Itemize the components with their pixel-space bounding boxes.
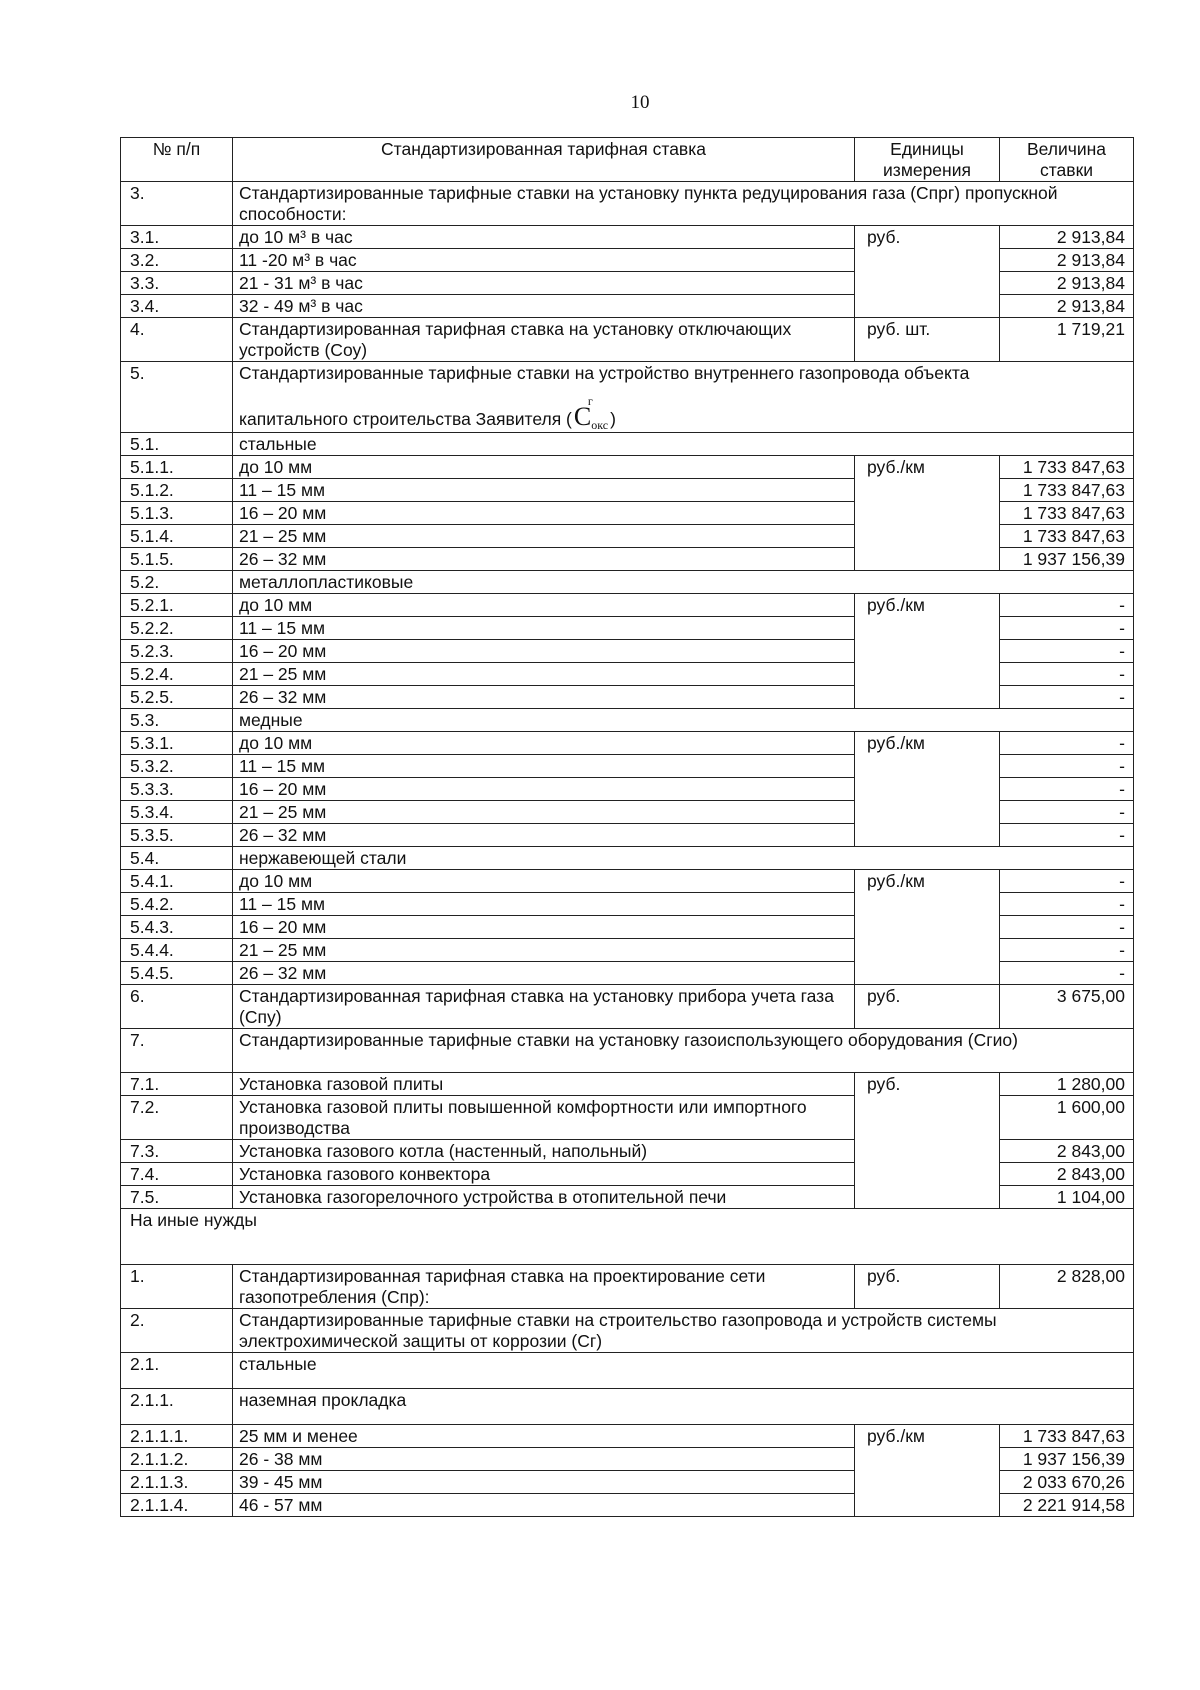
row-unit: руб./км xyxy=(855,1425,1000,1517)
row-num: 5.3.3. xyxy=(121,778,233,801)
row-name-part: ) xyxy=(610,408,616,429)
row-name: 11 – 15 мм xyxy=(233,755,855,778)
row-num: 1. xyxy=(121,1265,233,1309)
row-value: - xyxy=(1000,801,1134,824)
row-num: 5.2.1. xyxy=(121,594,233,617)
row-name: Стандартизированная тарифная ставка на установку отключающих устройств (Соу) xyxy=(233,318,855,362)
table-row xyxy=(121,1389,1134,1425)
header-num: № п/п xyxy=(121,138,233,182)
row-value: 1 733 847,63 xyxy=(1000,502,1134,525)
row-num: 7.4. xyxy=(121,1163,233,1186)
table-row xyxy=(121,1353,1134,1389)
row-name: 21 – 25 мм xyxy=(233,939,855,962)
row-value: 1 733 847,63 xyxy=(1000,1425,1134,1448)
row-num: 5.3.5. xyxy=(121,824,233,847)
row-num: 7.3. xyxy=(121,1140,233,1163)
row-name: 16 – 20 мм xyxy=(233,502,855,525)
section-row xyxy=(121,1209,1134,1265)
row-name: 26 – 32 мм xyxy=(233,824,855,847)
row-value: - xyxy=(1000,893,1134,916)
row-name: до 10 мм xyxy=(233,594,855,617)
row-value: 2 913,84 xyxy=(1000,295,1134,318)
row-name: Установка газового котла (настенный, напольный) xyxy=(233,1140,855,1163)
row-num: 5.1.3. xyxy=(121,502,233,525)
row-name: 26 – 32 мм xyxy=(233,686,855,709)
row-value: - xyxy=(1000,594,1134,617)
header-name: Стандартизированная тарифная ставка xyxy=(233,138,855,182)
tariff-table xyxy=(120,137,1134,1517)
row-name-part: капитального строительства Заявителя ( xyxy=(239,408,572,429)
row-value: - xyxy=(1000,824,1134,847)
header-value: Величина ставки xyxy=(1000,138,1134,182)
row-unit: руб./км xyxy=(855,456,1000,571)
row-unit: руб./км xyxy=(855,732,1000,847)
row-num: 3. xyxy=(121,182,233,226)
row-unit: руб./км xyxy=(855,870,1000,985)
row-name: 21 – 25 мм xyxy=(233,663,855,686)
row-name-line-2 xyxy=(239,384,1127,433)
row-num: 5.2. xyxy=(121,571,233,594)
row-name: Установка газовой плиты повышенной комфортности или импортного производства xyxy=(233,1096,855,1140)
row-value: 2 843,00 xyxy=(1000,1140,1134,1163)
row-name: 26 – 32 мм xyxy=(233,548,855,571)
formula-c-oks: C г $_{окс}$ xyxy=(573,393,609,432)
row-num: 5.1.4. xyxy=(121,525,233,548)
row-name: Установка газовой плиты xyxy=(233,1073,855,1096)
row-name: стальные xyxy=(233,1353,1134,1389)
row-value: 2 913,84 xyxy=(1000,226,1134,249)
row-value: - xyxy=(1000,663,1134,686)
row-name: 32 - 49 м³ в час xyxy=(233,295,855,318)
table-row xyxy=(121,571,1134,594)
row-value: - xyxy=(1000,755,1134,778)
row-name: 11 -20 м³ в час xyxy=(233,249,855,272)
row-unit: руб./км xyxy=(855,594,1000,709)
row-num: 5.2.5. xyxy=(121,686,233,709)
row-value: 1 104,00 xyxy=(1000,1186,1134,1209)
row-value: 1 733 847,63 xyxy=(1000,525,1134,548)
row-name: Установка газогорелочного устройства в отопительной печи xyxy=(233,1186,855,1209)
row-num: 3.4. xyxy=(121,295,233,318)
row-num: 7.1. xyxy=(121,1073,233,1096)
table-row xyxy=(121,226,1134,249)
row-value: 3 675,00 xyxy=(1000,985,1134,1029)
table-row xyxy=(121,1425,1134,1448)
row-unit: руб. xyxy=(855,1073,1000,1209)
row-num: 5.1.5. xyxy=(121,548,233,571)
row-name: 26 - 38 мм xyxy=(233,1448,855,1471)
row-name: 11 – 15 мм xyxy=(233,617,855,640)
row-value: 2 828,00 xyxy=(1000,1265,1134,1309)
table-row xyxy=(121,1309,1134,1353)
row-value: - xyxy=(1000,617,1134,640)
row-value: - xyxy=(1000,962,1134,985)
section-title: На иные нужды xyxy=(121,1209,1134,1265)
table-row xyxy=(121,594,1134,617)
row-value: - xyxy=(1000,916,1134,939)
row-num: 5.4.1. xyxy=(121,870,233,893)
table-row xyxy=(121,1073,1134,1096)
row-name: нержавеющей стали xyxy=(233,847,1134,870)
row-name: 11 – 15 мм xyxy=(233,893,855,916)
table-row xyxy=(121,847,1134,870)
row-num: 5.1.2. xyxy=(121,479,233,502)
row-name: 21 – 25 мм xyxy=(233,801,855,824)
row-num: 2.1.1.1. xyxy=(121,1425,233,1448)
row-name: до 10 м³ в час xyxy=(233,226,855,249)
row-unit: руб. xyxy=(855,1265,1000,1309)
row-name: 16 – 20 мм xyxy=(233,640,855,663)
table-row xyxy=(121,456,1134,479)
row-num: 5.4.5. xyxy=(121,962,233,985)
row-value: 1 600,00 xyxy=(1000,1096,1134,1140)
row-name: 25 мм и менее xyxy=(233,1425,855,1448)
row-num: 4. xyxy=(121,318,233,362)
row-num: 2.1.1.3. xyxy=(121,1471,233,1494)
row-name: стальные xyxy=(233,433,1134,456)
row-name: до 10 мм xyxy=(233,456,855,479)
table-row xyxy=(121,362,1134,433)
row-num: 5.1. xyxy=(121,433,233,456)
row-num: 5.2.2. xyxy=(121,617,233,640)
header-unit: Единицы измерения xyxy=(855,138,1000,182)
row-num: 2.1.1. xyxy=(121,1389,233,1425)
row-num: 6. xyxy=(121,985,233,1029)
row-value: 1 733 847,63 xyxy=(1000,456,1134,479)
row-value: 1 733 847,63 xyxy=(1000,479,1134,502)
row-value: 1 937 156,39 xyxy=(1000,1448,1134,1471)
row-value: 2 221 914,58 xyxy=(1000,1494,1134,1517)
row-num: 5.1.1. xyxy=(121,456,233,479)
row-value: 1 719,21 xyxy=(1000,318,1134,362)
row-name: 39 - 45 мм xyxy=(233,1471,855,1494)
row-num: 5.4.2. xyxy=(121,893,233,916)
row-value: 2 843,00 xyxy=(1000,1163,1134,1186)
row-num: 5. xyxy=(121,362,233,433)
row-num: 2. xyxy=(121,1309,233,1353)
table-row xyxy=(121,985,1134,1029)
table-row xyxy=(121,1265,1134,1309)
row-num: 7.2. xyxy=(121,1096,233,1140)
row-num: 5.3. xyxy=(121,709,233,732)
row-name: Установка газового конвектора xyxy=(233,1163,855,1186)
row-value: 1 280,00 xyxy=(1000,1073,1134,1096)
row-value: - xyxy=(1000,686,1134,709)
row-value: - xyxy=(1000,640,1134,663)
row-num: 7.5. xyxy=(121,1186,233,1209)
row-num: 3.1. xyxy=(121,226,233,249)
row-num: 5.3.1. xyxy=(121,732,233,755)
row-num: 3.3. xyxy=(121,272,233,295)
row-value: 2 913,84 xyxy=(1000,249,1134,272)
page-number: 10 xyxy=(630,92,650,113)
row-value: 1 937 156,39 xyxy=(1000,548,1134,571)
row-name: 11 – 15 мм xyxy=(233,479,855,502)
row-name: Стандартизированная тарифная ставка на проектирование сети газопотребления (Спр): xyxy=(233,1265,855,1309)
table-row xyxy=(121,732,1134,755)
table-header-row xyxy=(121,138,1134,182)
row-name: Стандартизированные тарифные ставки на устройство внутреннего газопровода объекта xyxy=(239,363,970,383)
row-unit: руб. шт. xyxy=(855,318,1000,362)
row-value: 2 913,84 xyxy=(1000,272,1134,295)
row-num: 5.4. xyxy=(121,847,233,870)
row-num: 5.4.3. xyxy=(121,916,233,939)
row-value: - xyxy=(1000,778,1134,801)
row-value: - xyxy=(1000,870,1134,893)
row-name: 16 – 20 мм xyxy=(233,778,855,801)
row-name: Стандартизированная тарифная ставка на установку прибора учета газа (Спу) xyxy=(233,985,855,1029)
row-name: 16 – 20 мм xyxy=(233,916,855,939)
row-num: 2.1.1.2. xyxy=(121,1448,233,1471)
table-row xyxy=(121,709,1134,732)
row-num: 5.3.4. xyxy=(121,801,233,824)
row-name: до 10 мм xyxy=(233,870,855,893)
row-name: 26 – 32 мм xyxy=(233,962,855,985)
row-value: - xyxy=(1000,939,1134,962)
row-num: 5.2.4. xyxy=(121,663,233,686)
row-num: 5.4.4. xyxy=(121,939,233,962)
row-unit: руб. xyxy=(855,226,1000,318)
row-name: Стандартизированные тарифные ставки на установку газоиспользующего оборудования (Сгио) xyxy=(233,1029,1134,1073)
row-name: 46 - 57 мм xyxy=(233,1494,855,1517)
row-num: 5.2.3. xyxy=(121,640,233,663)
row-name: наземная прокладка xyxy=(233,1389,1134,1425)
row-name: Стандартизированные тарифные ставки на установку пункта редуцирования газа (Спрг) пропускной способности: xyxy=(233,182,1134,226)
row-num: 5.3.2. xyxy=(121,755,233,778)
row-name: 21 - 31 м³ в час xyxy=(233,272,855,295)
table-row xyxy=(121,1029,1134,1073)
row-name: Стандартизированные тарифные ставки на строительство газопровода и устройств системы электрохимической защиты от коррозии (Сг) xyxy=(233,1309,1134,1353)
row-name-block xyxy=(233,362,1134,433)
table-row xyxy=(121,318,1134,362)
table-row xyxy=(121,870,1134,893)
row-value: 2 033 670,26 xyxy=(1000,1471,1134,1494)
table-row xyxy=(121,433,1134,456)
row-name: металлопластиковые xyxy=(233,571,1134,594)
row-value: - xyxy=(1000,732,1134,755)
table-row xyxy=(121,182,1134,226)
row-name: медные xyxy=(233,709,1134,732)
row-num: 2.1.1.4. xyxy=(121,1494,233,1517)
row-name: 21 – 25 мм xyxy=(233,525,855,548)
row-num: 7. xyxy=(121,1029,233,1073)
row-name: до 10 мм xyxy=(233,732,855,755)
row-num: 3.2. xyxy=(121,249,233,272)
row-unit: руб. xyxy=(855,985,1000,1029)
row-num: 2.1. xyxy=(121,1353,233,1389)
